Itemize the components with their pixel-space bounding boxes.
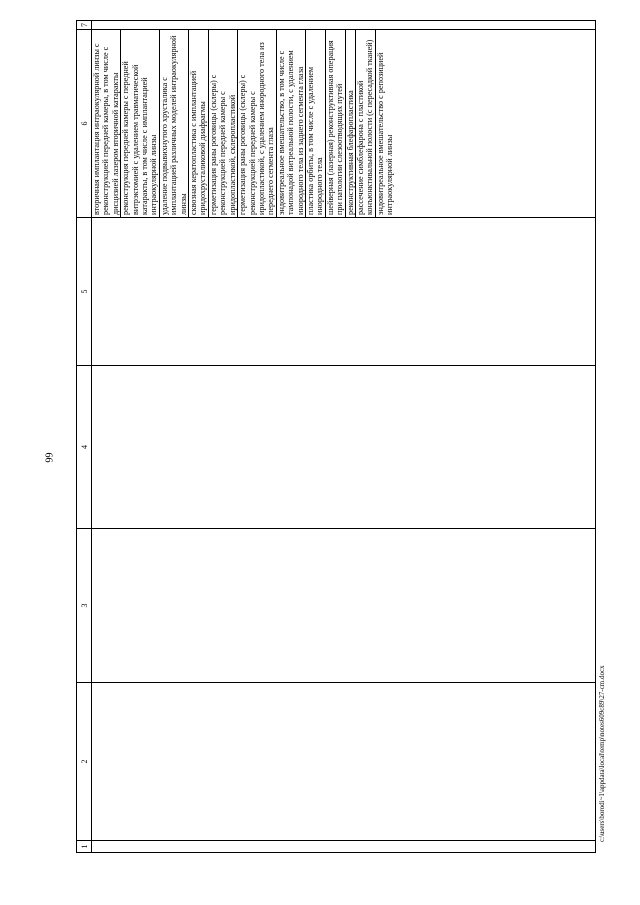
cell-col-5 [92,218,596,366]
page-number: 66 [42,452,54,463]
column-header-row [77,21,92,853]
column-header-2: 2 [77,683,92,841]
procedure-item: эндовитреальное вмешательство, в том числе с тампонадой витреальной полости, с удалением инородного тела из заднего сегмента глаза [277,30,306,217]
cell-col-1 [92,841,596,853]
footer-file-path: c:\users\borodi~1\appdata\local\temp\notes609c89\27-cm.docx [598,665,606,842]
procedure-item: пластика орбиты, в том числе с удалением инородного тела [306,30,326,217]
column-header-5: 5 [77,218,92,366]
table-body-row [92,21,596,853]
cell-col-6-procedures [92,30,596,218]
procedure-item: сквозная кератопластика с имплантацией иридохрусталиковой диафрагмы [189,30,209,217]
column-header-3: 3 [77,529,92,683]
procedure-item: эндовитреальное вмешательство с репозицией интраокулярной линзы [375,52,395,215]
procedure-item: удаление подвывихнутого хрусталика с имплантацией различных моделей интраокулярной линзы [160,30,189,217]
column-header-6: 6 [77,30,92,218]
column-header-4: 4 [77,366,92,529]
procedure-item: шейверная (лазерная) реконструктивная операция при патологии слезоотводящих путей [326,30,346,217]
cell-col-3 [92,529,596,683]
column-header-1: 1 [77,841,92,853]
procedure-table [76,21,596,853]
procedure-item: реконструктивная блефаропластика [346,30,356,217]
cell-col-2 [92,683,596,841]
cell-col-7 [92,21,596,30]
procedure-item: рассечение симблефарона с пластикой конъюнктивальной полости (с пересадкой тканей) [356,30,376,217]
procedure-item: вторичная имплантация интраокулярной линзы с реконструкцией передней камеры, в том числе с дисцизией лазером вторичной катаракты [92,30,121,217]
procedure-item: герметизация раны роговицы (склеры) с реконструкцией передней камеры с иридопластикой, с удалением инородного тела из переднего сегмента глаза [238,30,277,217]
procedure-item: герметизация раны роговицы (склеры) с реконструкцией передней камеры с иридопластикой, склеропластикой [209,30,238,217]
cell-col-4 [92,366,596,529]
procedure-item: реконструкция передней камеры с передней витрэктомией с удалением травматической катаракты, в том числе с имплантацией интраокулярной линзы [121,30,160,217]
column-header-7: 7 [77,21,92,30]
